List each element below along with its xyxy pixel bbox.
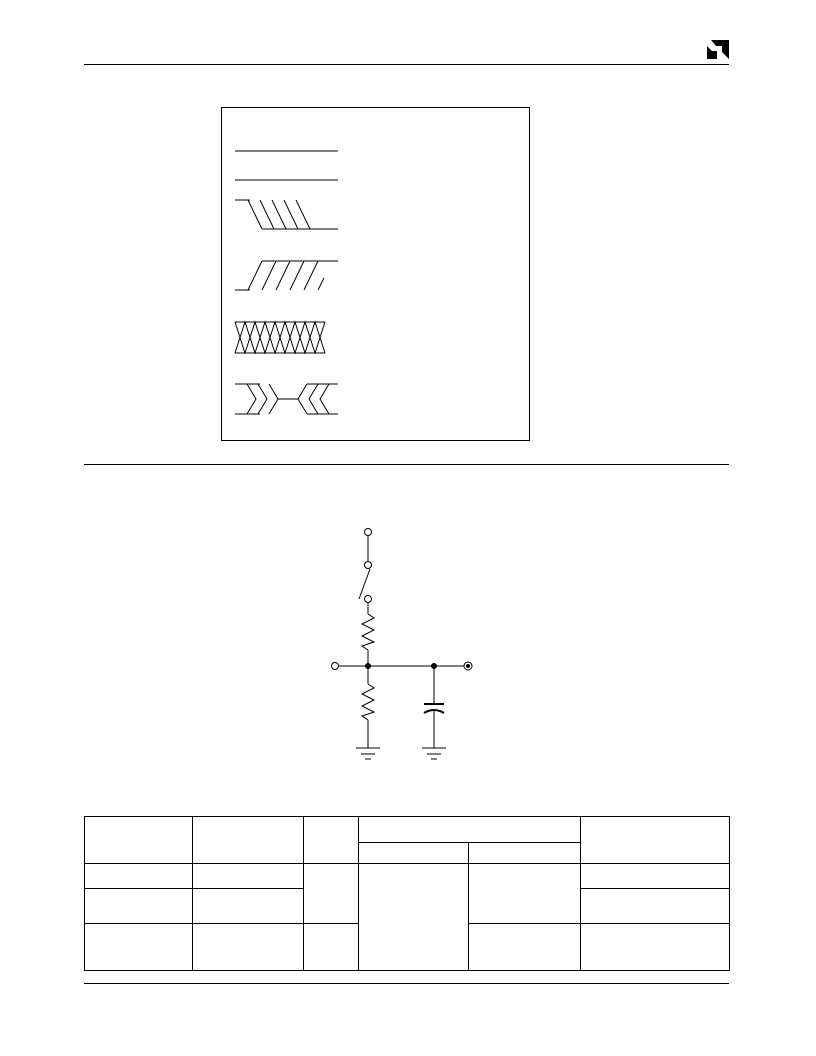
table-subheader-cell [359,843,469,864]
table-cell [85,864,193,889]
table-cell [85,889,193,924]
ground-symbol [356,748,380,759]
table-cell [193,924,304,971]
table-cell [581,889,730,924]
table-cell [304,924,359,971]
table-cell [359,864,469,971]
table-cell [85,924,193,971]
switch-blade [359,569,370,599]
switch-contact-top [365,562,372,569]
table-header-cell [193,817,304,864]
table-header-cell [359,817,581,843]
input-terminal [332,663,339,670]
pull-down-resistor [362,684,374,720]
table-header-cell [85,817,193,864]
table-cell [469,924,581,971]
supply-terminal [365,529,372,536]
table-cell [469,864,581,924]
table-cell [193,864,304,889]
footer-rule [84,983,729,984]
pull-up-resistor [362,614,374,650]
table-cell [304,864,359,924]
switch-contact-bottom [365,596,372,603]
ground-symbol [422,748,446,759]
test-conditions-table [84,816,730,971]
table-header-cell [304,817,359,864]
table-subheader-cell [469,843,581,864]
table-cell [581,864,730,889]
table-header-cell [581,817,730,864]
table-cell [581,924,730,971]
table-cell [193,889,304,924]
